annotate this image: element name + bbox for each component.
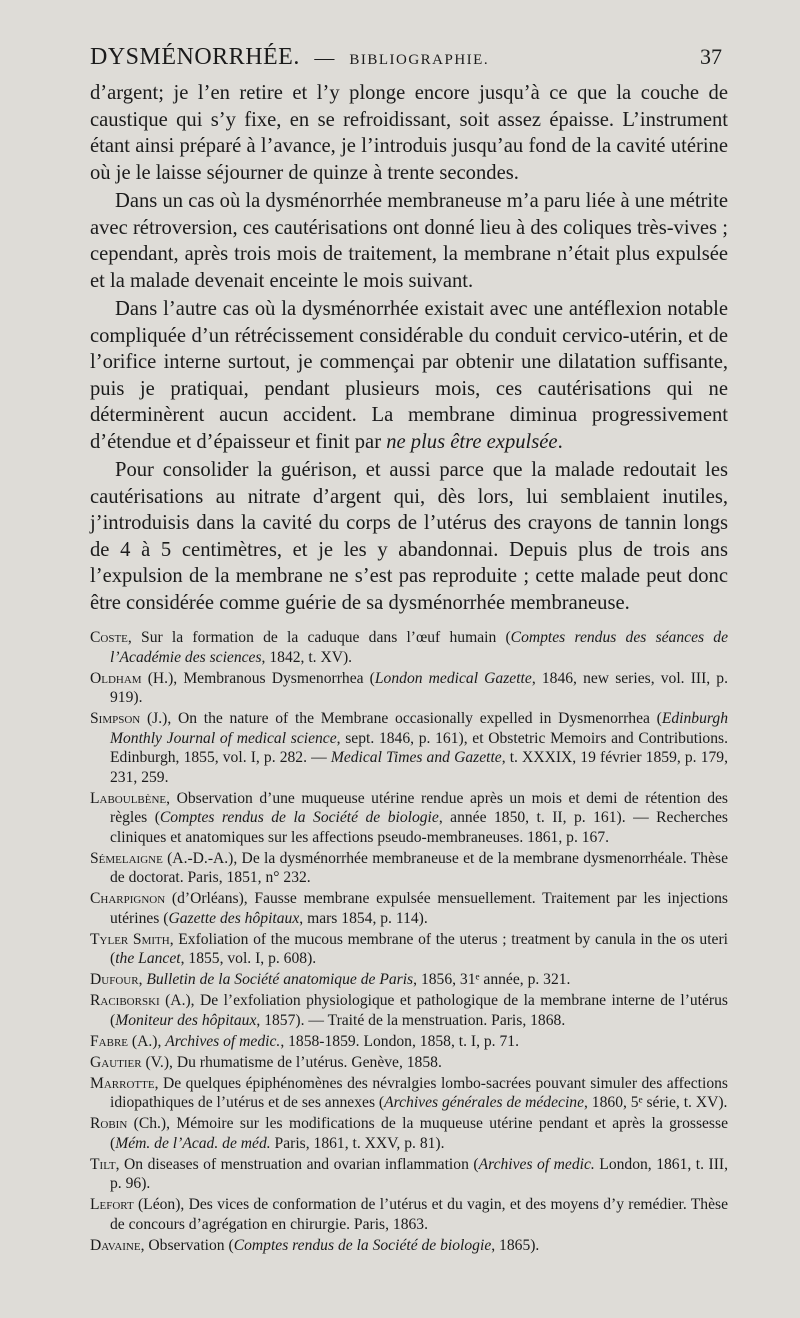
text-run: , 1865).: [491, 1236, 540, 1254]
italic-text: Moniteur des hôpitaux: [115, 1011, 257, 1029]
author-name: Oldham: [90, 669, 142, 687]
author-name: Davaine: [90, 1236, 141, 1254]
paragraph: [90, 457, 728, 616]
italic-text: Comptes rendus des séances de l’Académie des sciences: [110, 629, 728, 666]
text-run: (J.), On the nature of the Membrane occasionally expelled in Dysmenorrhea (: [140, 710, 662, 727]
text-run: (Léon), Des vices de conformation de l’utérus et du vagin, et des moyens d’y remédier. Thèse de concours d’agrégation en chirurgie. Paris, 1863.: [110, 1196, 728, 1233]
bibliography-entry: [90, 1053, 728, 1073]
italic-text: the Lancet: [115, 950, 181, 967]
italic-text: Bulletin de la Société anatomique de Paris: [146, 971, 414, 988]
author-name: Charpignon: [90, 890, 166, 907]
text-run: Dans un cas où la dysménorrhée membraneuse m’a paru liée à une métrite avec rétroversion, ces cautérisations ont donné lieu à des coliques très-vives ; cependant, après trois mois de traitement, la membrane n’était plus expulsée et la malade devenait enceinte le mois suivant.: [90, 190, 728, 292]
bibliography-entry: [90, 1236, 728, 1256]
text-run: (H.), Membranous Dysmenorrhea (: [141, 669, 375, 687]
text-run: , De quelques épiphénomènes des névralgies lombo-sacrées pouvant simuler des affections idiopathiques de l’utérus et de ses annexes (: [110, 1074, 728, 1111]
paragraph: [90, 188, 728, 294]
author-name: Laboulbène: [90, 789, 167, 807]
bibliography-entry: [90, 889, 728, 928]
author-name: Fabre: [90, 1032, 129, 1050]
bibliography-entry: [90, 1195, 728, 1234]
italic-text: London medical Gazette: [374, 669, 532, 687]
paragraph: [90, 296, 728, 455]
text-run: (A.), De l’exfoliation physiologique et pathologique de la membrane interne de l’utérus (: [110, 992, 728, 1029]
text-run: , Observation d’une muqueuse utérine rendue après un mois et demi de rétention des règles (: [110, 789, 728, 826]
bibliography-entry: [90, 930, 728, 969]
bibliography-entry: [90, 1074, 728, 1113]
bibliography-entry: [90, 669, 728, 708]
text-run: London, 1861, t. III, p. 96).: [110, 1155, 728, 1192]
italic-text: Archives of medic.: [478, 1155, 595, 1173]
bibliography-entry: [90, 849, 728, 888]
text-run: , 1860, 5ᵉ série, t. XV).: [584, 1094, 728, 1111]
italic-text: ne plus être expulsée: [386, 430, 558, 453]
author-name: Marrotte: [90, 1074, 155, 1092]
bibliography-entry: [90, 1032, 728, 1052]
italic-text: Mém. de l’Acad. de méd.: [115, 1134, 271, 1152]
author-name: Gautier: [90, 1053, 142, 1071]
text-run: , 1855, vol. I, p. 608).: [180, 950, 317, 967]
text-run: , 1842, t. XV).: [261, 648, 353, 666]
text-run: , 1856, 31ᵉ année, p. 321.: [413, 971, 571, 988]
author-name: Tilt: [90, 1155, 116, 1173]
italic-text: Comptes rendus de la Société de biologie: [233, 1236, 492, 1254]
chapter-title: DYSMÉNORRHÉE.: [90, 44, 300, 70]
text-run: , Sur la formation de la caduque dans l’œuf humain (: [127, 629, 511, 646]
author-name: Sémelaigne: [90, 849, 163, 867]
title-separator: —: [314, 47, 335, 69]
text-run: Dans l’autre cas où la dysménorrhée existait avec une antéflexion notable compliquée d’un rétrécissement considérable du conduit cervico-utérin, et de l’orifice interne surtout, je commençai par obtenir une dilatation suffisante, puis je pratiquai, pendant plusieurs mois, ces cautérisations qui ne déterminèrent aucun accident. La membrane diminua progressivement d’étendue et d’épaisseur et finit par: [90, 298, 728, 453]
text-run: ,: [138, 971, 147, 988]
text-run: , Exfoliation of the mucous membrane of the uterus ; treatment by canula in the os uteri (: [110, 930, 728, 967]
text-run: Pour consolider la guérison, et aussi parce que la malade redoutait les cautérisations au nitrate d’argent qui, dès lors, lui semblaient inutiles, j’introduisis dans la cavité du corps de l’utérus des crayons de tannin longs de 4 à 5 centimètres, et je les y abandonnai. Depuis plus de trois ans l’expulsion de la membrane ne s’est pas reproduite ; cette malade peut donc être considérée comme guérie de sa dysménorrhée membraneuse.: [90, 459, 728, 614]
author-name: Dufour: [90, 971, 139, 988]
italic-text: Archives of medic.: [165, 1032, 281, 1050]
text-run: (d’Orléans), Fausse membrane expulsée mensuellement. Traitement par les injections utérines (: [110, 890, 728, 927]
running-head: [90, 44, 728, 78]
text-run: (Ch.), Mémoire sur les modifications de la muqueuse utérine pendant et après la grossesse (: [110, 1115, 728, 1152]
text-run: , sept. 1846, p. 161), et Obstetric Memoirs and Contributions. Edinburgh, 1855, vol. I, p. 282. —: [110, 729, 728, 766]
running-title: [90, 44, 489, 71]
paragraph: [90, 80, 728, 186]
text-run: , t. XXXIX, 19 février 1859, p. 179, 231, 259.: [110, 749, 728, 786]
bibliography-entry: [90, 970, 728, 990]
author-name: Raciborski: [90, 992, 160, 1009]
text-run: (V.), Du rhumatisme de l’utérus. Genève, 1858.: [141, 1053, 442, 1071]
text-run: , 1858-1859. London, 1858, t. I, p. 71.: [280, 1032, 519, 1050]
italic-text: Medical Times and Gazette: [330, 749, 502, 766]
italic-text: Gazette des hôpitaux: [168, 909, 300, 927]
bibliography-entry: [90, 991, 728, 1030]
author-name: Coste: [90, 629, 128, 646]
text-run: , 1857). — Traité de la menstruation. Paris, 1868.: [256, 1011, 566, 1029]
author-name: Lefort: [90, 1196, 134, 1213]
text-run: , Observation (: [140, 1236, 234, 1254]
text-run: (A.-D.-A.), De la dysménorrhée membraneuse et de la membrane dysmenorrhéale. Thèse de doctorat. Paris, 1851, n° 232.: [110, 849, 728, 886]
bibliography-entry: [90, 789, 728, 848]
bibliography-entry: [90, 1155, 728, 1194]
author-name: Tyler Smith: [90, 930, 170, 948]
text-run: , On diseases of menstruation and ovarian inflammation (: [115, 1155, 479, 1173]
author-name: Robin: [90, 1115, 128, 1132]
page-number: 37: [700, 44, 722, 69]
author-name: Simpson: [90, 710, 141, 727]
italic-text: Comptes rendus de la Société de biologie: [159, 809, 439, 826]
section-title: BIBLIOGRAPHIE.: [349, 52, 490, 68]
text-run: Paris, 1861, t. XXV, p. 81).: [270, 1134, 445, 1152]
text-run: , mars 1854, p. 114).: [299, 909, 428, 927]
italic-text: Edinburgh Monthly Journal of medical science: [110, 710, 728, 747]
bibliography: [90, 628, 728, 1255]
text-run: , année 1850, t. II, p. 161). — Recherches cliniques et anatomiques sur les affections pseudo-membraneuses. 1861, p. 167.: [110, 809, 728, 846]
bibliography-entry: [90, 709, 728, 787]
bibliography-entry: [90, 1114, 728, 1153]
bibliography-entry: [90, 628, 728, 667]
text-run: .: [557, 430, 563, 453]
italic-text: Archives générales de médecine: [384, 1094, 584, 1111]
text-run: (A.),: [128, 1032, 166, 1050]
text-run: , 1846, new series, vol. III, p. 919).: [110, 669, 729, 706]
text-run: d’argent; je l’en retire et l’y plonge encore jusqu’à ce que la couche de caustique qui s’y fixe, en se refroidissant, soit assez épaisse. L’instrument étant ainsi préparé à l’avance, je l’introduis jusqu’au fond de la cavité utérine où je le laisse séjourner de quinze à trente secondes.: [90, 82, 728, 184]
body-text: [90, 80, 728, 616]
